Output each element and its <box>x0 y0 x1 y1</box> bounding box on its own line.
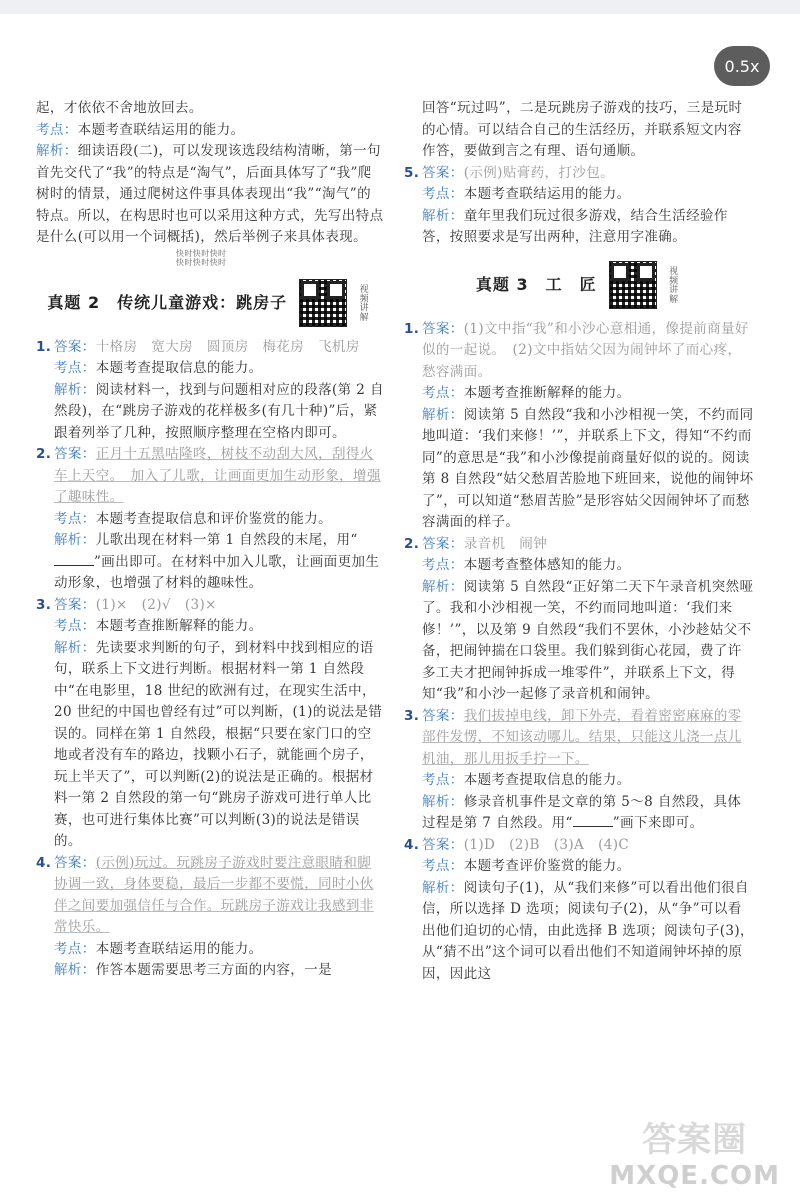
jiexi-text: 作答本题需要思考三方面的内容，一是 <box>95 962 333 978</box>
kaodian-label: 考点： <box>54 510 96 527</box>
answer-text: 我们拔掉电线，卸下外壳，看着密密麻麻的零部件发愣，不知该动哪儿。结果，只能这儿浇一点儿机油，那儿用扳手拧一下。 <box>422 707 742 767</box>
kaodian-text: 本题考查提取信息和评价鉴赏的能力。 <box>95 510 333 527</box>
kaodian-text: 本题考查提取信息的能力。 <box>463 772 631 788</box>
question-number: 2. <box>404 535 420 552</box>
left-column <box>36 98 384 982</box>
jiexi-text: 阅读第 5 自然段“我和小沙相视一笑，不约而同地叫道：‘我们来修！’”，并联系上下文，得知“不约而同”的意思是“我”和小沙像提前商量好似的说的。阅读第 8 自然段“姑父愁眉苦脸地下班回来，说他的闹钟坏了”，可以知道“愁眉苦脸”是形容姑父因闹钟坏了而愁容满面的样子。 <box>422 406 754 530</box>
answer-text: (示例)贴膏药，打沙包。 <box>463 164 615 181</box>
kaodian-text: 本题考查联结运用的能力。 <box>77 121 245 138</box>
answer-text: (示例)玩过。玩跳房子游戏时要注意眼睛和脚协调一致，身体要稳，最后一步都不要慌，同时小伙伴之间要加强信任与合作。玩跳房子游戏让我感到非常快乐。 <box>54 854 374 935</box>
qr-caption: 视频讲解 <box>667 265 678 304</box>
kaodian-label: 考点： <box>422 186 464 202</box>
kaodian-label: 考点： <box>422 385 464 401</box>
kaodian-label: 考点： <box>54 618 96 634</box>
question-number: 3. <box>36 596 52 613</box>
intro-jiexi <box>36 141 384 249</box>
section-header-3 <box>404 255 754 315</box>
jiexi-label: 解析： <box>54 962 96 978</box>
jiexi-label: 解析： <box>422 879 464 896</box>
question-4 <box>36 853 384 982</box>
jiexi-text: 阅读第 5 自然段“正好第二天下午录音机突然哑了。我和小沙相视一笑，不约而同地叫道：‘我们来修！’”，以及第 9 自然段“我们不罢休，小沙趁姑父不备，把闹钟揣在口袋里。我们躲到街心花园，费了许多工夫才把闹钟拆成一堆零件”，并联系上下文，得知“我”和小沙一起修了录音机和闹钟。 <box>422 578 754 702</box>
qr-code-icon[interactable] <box>609 261 657 309</box>
section-header-2 <box>36 273 384 333</box>
jiexi-label: 解析： <box>422 578 464 595</box>
playback-speed-button[interactable]: 0.5x <box>714 46 770 86</box>
question-number: 2. <box>36 446 52 462</box>
intro-kaodian <box>36 120 384 142</box>
small-note: 快时快时快时 快时快时快时 <box>176 248 227 267</box>
answer-label: 答案： <box>54 446 96 462</box>
jiexi-text: 儿歌出现在材料一第 1 自然段的末尾，用“ <box>95 532 358 548</box>
jiexi-label: 解析： <box>422 793 464 810</box>
question-number: 4. <box>36 854 52 871</box>
top-bar <box>0 0 800 14</box>
qr-caption: 视频讲解 <box>357 283 368 322</box>
section-title: 真题 2 传统儿童游戏：跳房子 <box>47 292 288 312</box>
right-column <box>404 98 754 985</box>
kaodian-text: 本题考查联结运用的能力。 <box>463 186 631 202</box>
answer-text: 录音机 闹钟 <box>463 535 548 552</box>
question-1 <box>404 319 754 534</box>
kaodian-label: 考点： <box>36 121 78 138</box>
answer-text: 正月十五黑咕隆咚，树枝不动刮大风，刮得火车上天空。 加入了儿歌，让画面更加生动形象，增强了趣味性。 <box>54 446 381 505</box>
jiexi-label: 解析： <box>54 639 96 656</box>
answer-text: (1)× (2)√ (3)× <box>95 596 217 613</box>
section-title: 真题 3 工 匠 <box>475 274 597 294</box>
watermark-logo: 答案圈 MXQE.COM <box>609 1120 780 1191</box>
answer-text: (1)D (2)B (3)A (4)C <box>463 836 630 853</box>
question-number: 1. <box>36 338 52 355</box>
kaodian-text: 本题考查评价鉴赏的能力。 <box>463 858 631 874</box>
kaodian-label: 考点： <box>422 858 464 874</box>
jiexi-label: 解析： <box>36 143 78 159</box>
question-2 <box>404 534 754 706</box>
answer-label: 答案： <box>422 707 464 724</box>
jiexi-label: 解析： <box>422 207 464 224</box>
kaodian-text: 本题考查推断解释的能力。 <box>463 385 631 401</box>
kaodian-label: 考点： <box>422 557 464 573</box>
qr-code-icon[interactable] <box>299 279 347 327</box>
answer-label: 答案： <box>422 320 464 337</box>
jiexi-text: 阅读材料一，找到与问题相对应的段落(第 2 自然段)，在“跳房子游戏的花样极多(有几十种)”后，紧跟着列举了几种，按照顺序整理在空格内即可。 <box>54 381 384 441</box>
jiexi-text: 细读语段(二)，可以发现该选段结构清晰，第一句首先交代了“我”的特点是“淘气”，后面具体写了“我”爬树时的情景，通过爬树这件事具体表现出“我”“淘气”的特点。所以，在构思时也可以采用这种方式，先写出特点是什么(可以用一个词概括)，然后举例子来具体表现。 <box>36 143 384 245</box>
question-3 <box>36 595 384 853</box>
kaodian-label: 考点： <box>422 772 464 788</box>
jiexi-label: 解析： <box>54 532 96 548</box>
underline-blank <box>54 553 94 566</box>
jiexi-text: 先读要求判断的句子，到材料中找到相应的语句，联系上下文进行判断。根据材料一第 1 自然段中“在电影里，18 世纪的欧洲有过，在现实生活中，20 世纪的中国也曾经有过”可以判断，(1)的说法是错误的。同样在第 1 自然段，根据“只要在家门口的空地或者没有车的路边，找颗小石子，就能画个房子，玩上半天了”，可以判断(2)的说法是正确的。根据材料一第 2 自然段的第一句“跳房子游戏可进行单人比赛，也可进行集体比赛”可以判断(3)的说法是错误的。 <box>54 639 383 849</box>
answer-label: 答案： <box>54 854 96 871</box>
kaodian-text: 本题考查联结运用的能力。 <box>95 940 263 957</box>
answer-label: 答案： <box>54 596 96 613</box>
jiexi-text: ”画下来即可。 <box>612 815 704 831</box>
answer-text: 十格房 宽大房 圆顶房 梅花房 飞机房 <box>95 338 360 355</box>
answer-label: 答案： <box>54 338 96 355</box>
kaodian-label: 考点： <box>54 940 96 957</box>
question-5 <box>404 163 754 249</box>
kaodian-label: 考点： <box>54 360 96 376</box>
question-4 <box>404 835 754 986</box>
underline-blank <box>573 814 613 827</box>
jiexi-text: ”画出即可。在材料中加入儿歌，让画面更加生动形象，也增强了材料的趣味性。 <box>54 553 380 591</box>
jiexi-label: 解析： <box>54 381 96 398</box>
intro-line: 起，才依依不舍地放回去。 <box>36 100 203 116</box>
continued-text: 回答“玩过吗”，二是玩跳房子游戏的技巧，三是玩时的心情。可以结合自己的生活经历，并联系短文内容作答，要做到言之有理、语句通顺。 <box>422 100 743 159</box>
question-number: 4. <box>404 836 420 853</box>
question-number: 1. <box>404 320 420 337</box>
kaodian-text: 本题考查推断解释的能力。 <box>95 618 263 634</box>
jiexi-text: 阅读句子(1)，从“我们来修”可以看出他们很自信，所以选择 D 选项；阅读句子(2)，从“争”可以看出他们迫切的心情，由此选择 B 选项；阅读句子(3)，从“猜不出”这个词可以看出他们不知道闹钟坏掉的原因，因此这 <box>422 879 754 982</box>
question-number: 5. <box>404 164 420 181</box>
answer-label: 答案： <box>422 164 464 181</box>
jiexi-text: 修录音机事件是文章的第 5～8 自然段，具体过程是第 7 自然段。用“ <box>422 793 742 831</box>
jiexi-label: 解析： <box>422 406 464 423</box>
answer-text: (1)文中指“我”和小沙心意相通，像提前商量好似的一起说。 (2)文中指姑父因为闹钟坏了而心疼，愁容满面。 <box>422 320 749 380</box>
question-2 <box>36 444 384 595</box>
jiexi-text: 童年里我们玩过很多游戏，结合生活经验作答，按照要求是写出两种，注意用字准确。 <box>422 207 728 245</box>
kaodian-text: 本题考查提取信息的能力。 <box>95 360 263 376</box>
question-number: 3. <box>404 707 420 724</box>
answer-label: 答案： <box>422 535 464 552</box>
question-1 <box>36 337 384 445</box>
answer-label: 答案： <box>422 836 464 853</box>
question-3 <box>404 706 754 835</box>
kaodian-text: 本题考查整体感知的能力。 <box>463 557 631 573</box>
